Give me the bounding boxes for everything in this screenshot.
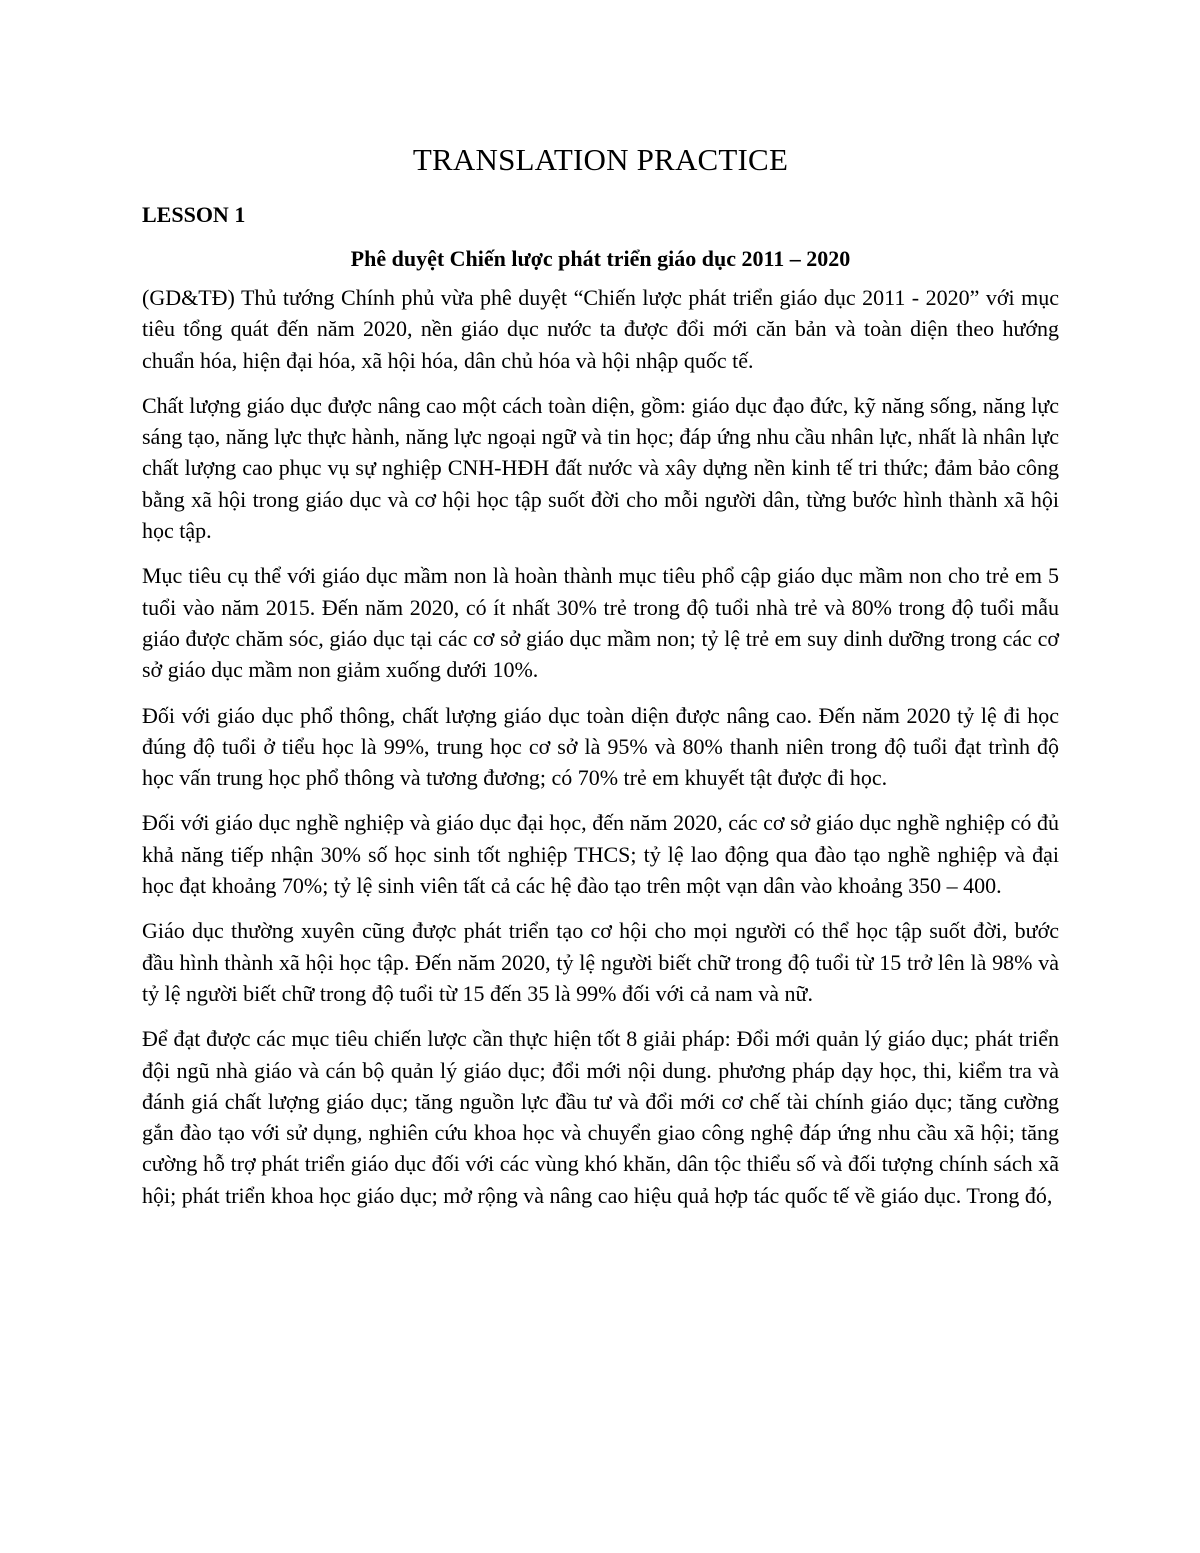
paragraph-preschool: Mục tiêu cụ thể với giáo dục mầm non là hoàn thành mục tiêu phổ cập giáo dục mầm non cho trẻ em 5 tuổi vào năm 2015. Đến năm 2020, có ít nhất 30% trẻ trong độ tuổi nhà trẻ và 80% trong độ tuổi mẫu giáo được chăm sóc, giáo dục tại các cơ sở giáo dục mầm non; tỷ lệ trẻ em suy dinh dưỡng trong các cơ sở giáo dục mầm non giảm xuống dưới 10%. xyxy=(142,563,1059,683)
document-title: TRANSLATION PRACTICE xyxy=(412,142,789,177)
lesson-heading: LESSON 1 xyxy=(142,202,246,227)
article-title: Phê duyệt Chiến lược phát triển giáo dục 2011 – 2020 xyxy=(350,246,851,271)
document-body xyxy=(142,140,1059,1211)
paragraph-quality: Chất lượng giáo dục được nâng cao một cách toàn diện, gồm: giáo dục đạo đức, kỹ năng sống, năng lực sáng tạo, năng lực thực hành, năng lực ngoại ngữ và tin học; đáp ứng nhu cầu nhân lực, nhất là nhân lực chất lượng cao phục vụ sự nghiệp CNH-HĐH đất nước và xây dựng nền kinh tế tri thức; đảm bảo công bằng xã hội trong giáo dục và cơ hội học tập suốt đời cho mỗi người dân, từng bước hình thành xã hội học tập. xyxy=(142,392,1059,544)
paragraph-general-education: Đối với giáo dục phổ thông, chất lượng giáo dục toàn diện được nâng cao. Đến năm 2020 tỷ lệ đi học đúng độ tuổi ở tiểu học là 99%, trung học cơ sở là 95% và 80% thanh niên trong độ tuổi đạt trình độ học vấn trung học phổ thông và tương đương; có 70% trẻ em khuyết tật được đi học. xyxy=(142,702,1059,791)
paragraph-intro: (GD&TĐ) Thủ tướng Chính phủ vừa phê duyệt “Chiến lược phát triển giáo dục 2011 - 2020” với mục tiêu tổng quát đến năm 2020, nền giáo dục nước ta được đổi mới căn bản và toàn diện theo hướng chuẩn hóa, hiện đại hóa, xã hội hóa, dân chủ hóa và hội nhập quốc tế. xyxy=(142,285,1059,373)
paragraph-solutions: Để đạt được các mục tiêu chiến lược cần thực hiện tốt 8 giải pháp: Đổi mới quản lý giáo dục; phát triển đội ngũ nhà giáo và cán bộ quản lý giáo dục; đổi mới nội dung. phương pháp dạy học, thi, kiểm tra và đánh giá chất lượng giáo dục; tăng nguồn lực đầu tư và đổi mới cơ chế tài chính giáo dục; tăng cường gắn đào tạo với sử dụng, nghiên cứu khoa học và chuyển giao công nghệ đáp ứng nhu cầu xã hội; tăng cường hỗ trợ phát triển giáo dục đối với các vùng khó khăn, dân tộc thiểu số và đối tượng chính sách xã hội; phát triển khoa học giáo dục; mở rộng và nâng cao hiệu quả hợp tác quốc tế về giáo dục. Trong đó, xyxy=(142,1026,1059,1208)
paragraph-vocational-higher-education: Đối với giáo dục nghề nghiệp và giáo dục đại học, đến năm 2020, các cơ sở giáo dục nghề nghiệp có đủ khả năng tiếp nhận 30% số học sinh tốt nghiệp THCS; tỷ lệ lao động qua đào tạo nghề nghiệp và đại học đạt khoảng 70%; tỷ lệ sinh viên tất cả các hệ đào tạo trên một vạn dân vào khoảng 350 – 400. xyxy=(142,810,1059,899)
paragraph-continuing-education: Giáo dục thường xuyên cũng được phát triển tạo cơ hội cho mọi người có thể học tập suốt đời, bước đầu hình thành xã hội học tập. Đến năm 2020, tỷ lệ người biết chữ trong độ tuổi từ 15 trở lên là 98% và tỷ lệ người biết chữ trong độ tuổi từ 15 đến 35 là 99% đối với cả nam và nữ. xyxy=(142,918,1059,1006)
